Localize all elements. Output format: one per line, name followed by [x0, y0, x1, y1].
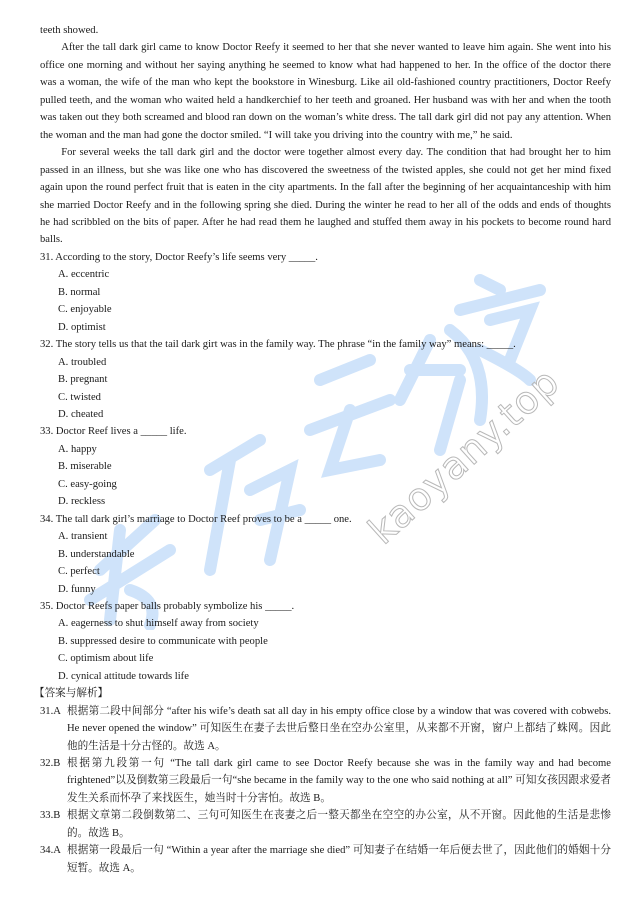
question-34	[40, 511, 611, 598]
option-b: B. suppressed desire to communicate with people	[58, 635, 268, 647]
document-page	[34, 22, 611, 877]
question-31	[40, 249, 611, 336]
answer-explanation: 根据第二段中间部分 “after his wife’s death sat all day in his empty office close by a window that was covered with cobwebs. He never opened the window” 可知医生在妻子去世后整日坐在空办公室里，从来都不开窗，窗户上都结了蛛网。因此他的生活是十分古怪的。故选 A。	[67, 705, 611, 752]
answer-34	[40, 842, 611, 877]
watermark-url: kaoyany.top	[360, 359, 568, 553]
option-d: D. reckless	[58, 496, 106, 508]
option-d: D. cheated	[58, 408, 104, 420]
question-32	[40, 336, 611, 423]
question-stem: 35. Doctor Reefs paper balls probably symbolize his _____.	[40, 600, 295, 612]
option-c: C. enjoyable	[58, 304, 112, 316]
answer-31	[40, 703, 611, 755]
question-stem: 33. Doctor Reef lives a _____ life.	[40, 426, 187, 438]
option-c: C. twisted	[58, 391, 101, 403]
option-d: D. funny	[58, 583, 96, 595]
question-stem: 32. The story tells us that the tail dark girt was in the family way. The phrase “in the family way” means: _____.	[40, 339, 516, 351]
option-a: A. transient	[58, 531, 108, 543]
option-b: B. normal	[58, 286, 101, 298]
option-a: A. eccentric	[58, 269, 110, 281]
passage-paragraph: For several weeks the tall dark girl and the doctor were together almost every day. The condition that had brought her to him passed in an illness, but she was like one who has discovered the sweetness of the twisted apples, she could not get her mind fixed again upon the round perfect fruit that is eaten in the city apartments. In the fall after the beginning of her acquaintanceship with him she married Doctor Reefy and in the following spring she died. During the winter he read to her all of the odds and ends of thoughts he had scribbled on the bits of paper. After he had read them he laughed and stuffed them away in his pockets to become round hard balls.	[40, 147, 611, 246]
option-c: C. easy-going	[58, 478, 117, 490]
option-a: A. happy	[58, 443, 97, 455]
option-b: B. pregnant	[58, 374, 108, 386]
passage-paragraph: After the tall dark girl came to know Doctor Reefy it seemed to her that she never wanted to leave him again. She went into his office one morning and without her saying anything he seemed to know what had happened to her. In the office of the doctor there was a woman, the wife of the man who kept the bookstore in Winesburg. Like ail old-fashioned country practitioners, Doctor Reefy pulled teeth, and the woman who waited held a handkerchief to her teeth and groaned. Her husband was with her and when the tooth was taken out they both screamed and blood ran down on the woman’s white dress. The tall dark girl did not pay any attention. When the woman and the man had gone the doctor smiled. “I will take you driving into the country with me,” he said.	[40, 42, 611, 141]
question-stem: 31. According to the story, Doctor Reefy’s life seems very _____.	[40, 251, 318, 263]
answer-33	[40, 807, 611, 842]
option-b: B. understandable	[58, 548, 135, 560]
answer-32	[40, 755, 611, 807]
question-33	[40, 423, 611, 510]
question-35	[40, 598, 611, 685]
option-c: C. optimism about life	[58, 653, 154, 665]
option-a: A. eagerness to shut himself away from society	[58, 618, 259, 630]
option-b: B. miserable	[58, 461, 112, 473]
answer-number: 32.B	[40, 758, 61, 770]
answer-number: 34.A	[40, 845, 61, 857]
option-d: D. optimist	[58, 321, 106, 333]
question-stem: 34. The tall dark girl’s marriage to Doctor Reef proves to be a _____ one.	[40, 513, 352, 525]
option-a: A. troubled	[58, 356, 107, 368]
answer-explanation: 根据文章第二段倒数第二、三句可知医生在丧妻之后一整天都坐在空空的办公室，从不开窗。因此他的生活是悲惨的。故选 B。	[67, 810, 611, 839]
option-d: D. cynical attitude towards life	[58, 670, 189, 682]
answer-number: 31.A	[40, 705, 61, 717]
answer-number: 33.B	[40, 810, 61, 822]
answer-explanation: 根据第九段第一句 “The tall dark girl came to see Doctor Reefy because she was in the family way and had become frightened”以及倒数第三段最后一句“she became in the family way to the one who said nothing at all” 可知女孩因跟求爱者发生关系而怀孕了来找医生，她当时十分害怕。故选 B。	[67, 758, 611, 804]
answer-explanation: 根据第一段最后一句 “Within a year after the marriage she died” 可知妻子在结婚一年后便去世了，因此他们的婚姻十分短暂。故选 A。	[67, 845, 611, 874]
option-c: C. perfect	[58, 566, 100, 578]
answers-heading: 【答案与解析】	[34, 688, 109, 700]
passage-tail: teeth showed.	[40, 25, 99, 36]
